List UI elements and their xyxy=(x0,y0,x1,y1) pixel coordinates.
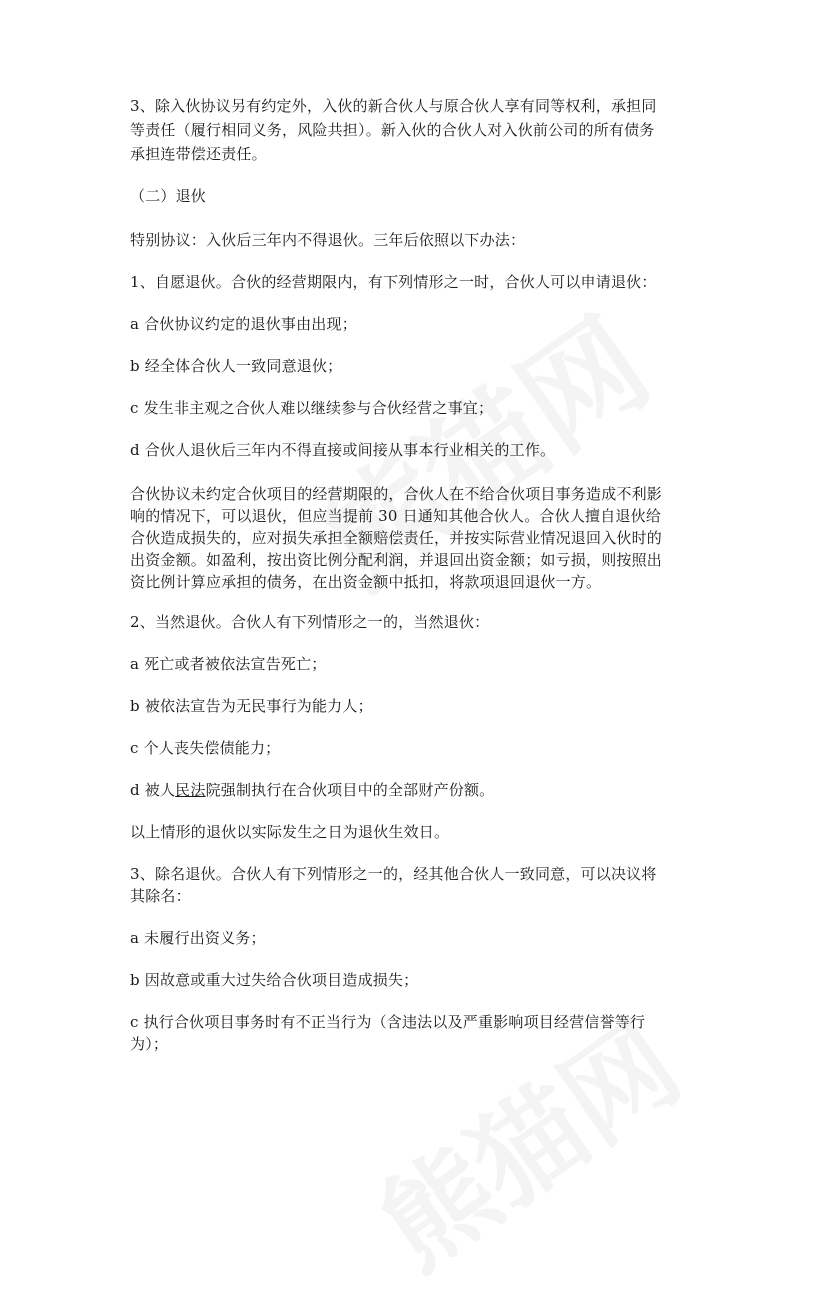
list-item: b 经全体合伙人一致同意退伙； xyxy=(130,357,343,375)
list-item: d 合伙人退伙后三年内不得直接或间接从事本行业相关的工作。 xyxy=(130,441,556,459)
paragraph-line: 资比例计算应承担的债务，在出资金额中抵扣，将款项退回退伙一方。 xyxy=(130,573,602,591)
list-item: b 因故意或重大过失给合伙项目造成损失； xyxy=(130,971,419,989)
paragraph-line: 3、除入伙协议另有约定外，入伙的新合伙人与原合伙人享有同等权利，承担同 xyxy=(130,97,657,115)
list-item: c 发生非主观之合伙人难以继续参与合伙经营之事宜； xyxy=(130,399,494,417)
paragraph-line: 其除名： xyxy=(130,887,191,905)
list-item: 为）； xyxy=(130,1035,169,1053)
court-link[interactable]: 民法 xyxy=(175,781,206,799)
paragraph-line: 合伙造成损失的，应对损失承担全额赔偿责任，并按实际营业情况退回入伙时的 xyxy=(130,529,663,547)
paragraph-line: 2、当然退伙。合伙人有下列情形之一的，当然退伙： xyxy=(130,613,490,631)
list-item: a 未履行出资义务； xyxy=(130,929,266,947)
paragraph-line: 出资金额。如盈利，按出资比例分配利润，并退回出资金额；如亏损，则按照出 xyxy=(130,551,663,569)
paragraph-line: 以上情形的退伙以实际发生之日为退伙生效日。 xyxy=(130,823,450,841)
paragraph-line: 等责任（履行相同义务，风险共担）。新入伙的合伙人对入伙前公司的所有债务 xyxy=(130,121,655,139)
paragraph-line: 1、自愿退伙。合伙的经营期限内，有下列情形之一时，合伙人可以申请退伙： xyxy=(130,273,657,291)
list-item xyxy=(130,780,494,800)
list-item-text: 院强制执行在合伙项目中的全部财产份额。 xyxy=(205,781,495,799)
list-item: b 被依法宣告为无民事行为能力人； xyxy=(130,697,373,715)
section-heading: （二）退伙 xyxy=(130,187,207,205)
paragraph-line: 承担连带偿还责任。 xyxy=(130,145,267,163)
paragraph-line: 响的情况下，可以退伙，但应当提前 30 日通知其他合伙人。合伙人擅自退伙给 xyxy=(130,507,662,525)
paragraph-line: 合伙协议未约定合伙项目的经营期限的，合伙人在不给合伙项目事务造成不利影 xyxy=(130,485,663,503)
paragraph-line: 特别协议：入伙后三年内不得退伙。三年后依照以下办法： xyxy=(130,231,526,249)
list-item: c 执行合伙项目事务时有不正当行为（含违法以及严重影响项目经营信誉等行 xyxy=(130,1013,646,1031)
list-item-text: d 被人 xyxy=(130,781,176,799)
list-item: c 个人丧失偿债能力； xyxy=(130,739,281,757)
list-item: a 合伙协议约定的退伙事由出现； xyxy=(130,315,357,333)
paragraph-line: 3、除名退伙。合伙人有下列情形之一的，经其他合伙人一致同意，可以决议将 xyxy=(130,865,657,883)
list-item: a 死亡或者被依法宣告死亡； xyxy=(130,655,327,673)
